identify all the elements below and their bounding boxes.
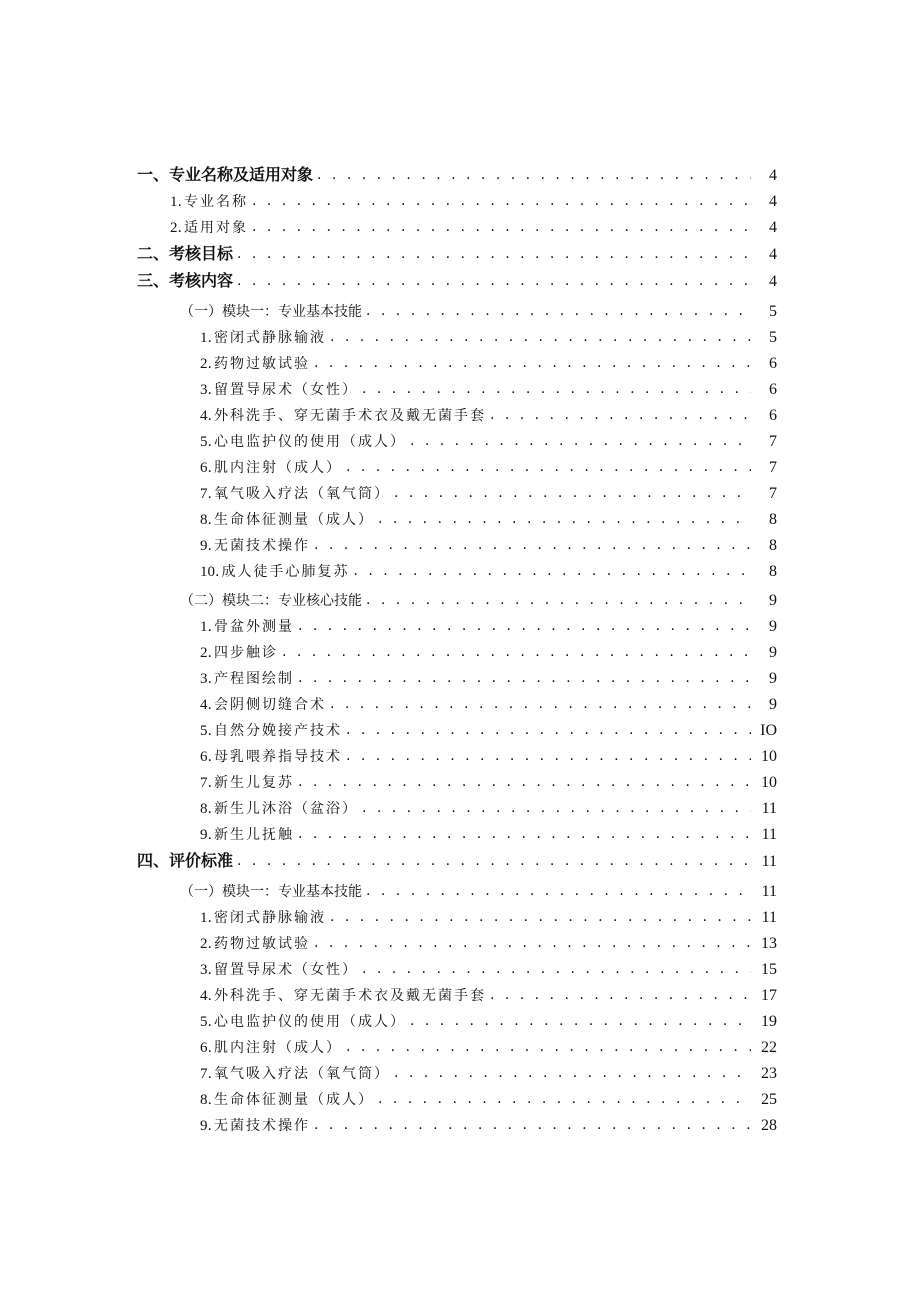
toc-entry-title: （二）模块二：专业核心技能	[180, 593, 362, 609]
toc-entry[interactable]	[0, 610, 920, 636]
toc-entry-number: 1	[200, 909, 208, 926]
dot-leader	[298, 619, 751, 636]
toc-entry-number: 6	[200, 1039, 208, 1056]
toc-entry-page-number: 4	[769, 167, 777, 184]
toc-entry-number: 9	[200, 827, 208, 843]
dot-leader	[366, 593, 751, 610]
dot-leader	[366, 884, 751, 901]
toc-entry-page-number: 9	[769, 670, 777, 687]
toc-entry-number: 7	[200, 1065, 208, 1082]
toc-entry-title: .密闭式静脉输液	[207, 909, 326, 926]
toc-entry[interactable]	[0, 927, 920, 953]
toc-entry-title: .留置导尿术（女性）	[207, 961, 358, 978]
dot-leader	[410, 434, 751, 451]
toc-entry-page-number: 5	[769, 328, 777, 346]
toc-entry-number: 4	[200, 987, 208, 1004]
toc-entry-page-number: 23	[761, 1064, 777, 1082]
toc-entry-title: .会阴侧切缝合术	[207, 697, 326, 713]
dot-leader	[314, 356, 751, 373]
toc-entry-page-number: 13	[761, 934, 777, 952]
toc-entry-title: .外科洗手、穿无菌手术衣及戴无菌手套	[207, 407, 486, 424]
toc-entry-title: .无菌技术操作	[207, 537, 310, 554]
toc-entry-page-number: 15	[761, 960, 777, 978]
dot-leader	[346, 749, 751, 766]
dot-leader	[282, 645, 751, 662]
dot-leader	[362, 962, 751, 979]
dot-leader	[330, 697, 751, 714]
toc-entry-title: .四步触诊	[207, 645, 278, 661]
toc-entry[interactable]	[0, 291, 920, 321]
toc-entry-page-number: 6	[769, 380, 777, 398]
dot-leader	[252, 194, 751, 211]
toc-entry[interactable]	[0, 792, 920, 818]
toc-entry[interactable]	[0, 818, 920, 844]
dot-leader	[237, 854, 751, 871]
toc-entry-title: .专业名称	[177, 194, 248, 210]
toc-entry-title: 三、考核内容	[137, 271, 234, 290]
toc-entry-title: .母乳喂养指导技术	[207, 749, 342, 765]
dot-leader	[298, 775, 751, 792]
toc-entry[interactable]	[0, 844, 920, 871]
toc-entry-title: .心电监护仪的使用（成人）	[207, 433, 406, 450]
dot-leader	[362, 801, 751, 818]
toc-entry-number: 7	[200, 775, 208, 791]
toc-entry[interactable]	[0, 158, 920, 185]
toc-entry-page-number: 11	[761, 882, 777, 900]
toc-entry-page-number: 28	[761, 1116, 777, 1134]
toc-entry-number: 5	[200, 1013, 208, 1030]
toc-entry-title: .肌内注射（成人）	[207, 459, 342, 476]
toc-entry-title: .产程图绘制	[207, 671, 294, 687]
toc-entry[interactable]	[0, 662, 920, 688]
toc-entry[interactable]	[0, 953, 920, 979]
toc-entry-title: .氧气吸入疗法（氧气筒）	[207, 1065, 390, 1082]
dot-leader	[410, 1014, 751, 1031]
toc-entry-title: .生命体征测量（成人）	[207, 511, 374, 528]
toc-entry-page-number: 4	[769, 273, 777, 290]
toc-entry-page-number: 17	[761, 986, 777, 1004]
toc-entry-number: 2	[200, 355, 208, 372]
toc-entry-title: .生命体征测量（成人）	[207, 1091, 374, 1108]
toc-entry-number: 8	[200, 801, 208, 817]
toc-entry[interactable]	[0, 185, 920, 211]
toc-entry-title: .适用对象	[177, 220, 248, 236]
dot-leader	[394, 1066, 751, 1083]
toc-entry-number: 6	[200, 459, 208, 476]
toc-entry[interactable]	[0, 373, 920, 399]
toc-entry-title: .新生儿复苏	[207, 775, 294, 791]
toc-entry-page-number: 9	[769, 618, 777, 635]
toc-entry[interactable]	[0, 321, 920, 347]
dot-leader	[237, 274, 751, 291]
toc-entry-number: 4	[200, 697, 208, 713]
dot-leader	[490, 988, 751, 1005]
toc-entry-title: （一）模块一：专业基本技能	[180, 883, 362, 900]
toc-entry-title: .成人徒手心肺复苏	[215, 563, 350, 580]
table-of-contents	[0, 158, 920, 1135]
dot-leader	[317, 168, 751, 185]
toc-entry-title: .药物过敏试验	[207, 935, 310, 952]
toc-entry-page-number: 11	[761, 800, 777, 817]
toc-entry-title: .氧气吸入疗法（氧气筒）	[207, 485, 390, 502]
dot-leader	[378, 1092, 751, 1109]
toc-entry[interactable]	[0, 636, 920, 662]
toc-entry-page-number: 11	[761, 826, 777, 843]
toc-entry-page-number: 10	[761, 774, 777, 791]
toc-entry[interactable]	[0, 714, 920, 740]
toc-entry-page-number: 8	[769, 562, 777, 580]
dot-leader	[298, 827, 751, 844]
toc-entry[interactable]	[0, 766, 920, 792]
toc-entry-number: 8	[200, 511, 208, 528]
toc-entry-title: （一）模块一：专业基本技能	[180, 303, 362, 320]
toc-entry-page-number: 5	[769, 302, 777, 320]
toc-entry[interactable]	[0, 477, 920, 503]
toc-entry-number: 2	[170, 220, 178, 236]
toc-entry[interactable]	[0, 503, 920, 529]
toc-entry[interactable]	[0, 264, 920, 291]
toc-entry[interactable]	[0, 211, 920, 237]
dot-leader	[298, 671, 751, 688]
toc-entry[interactable]	[0, 688, 920, 714]
toc-entry-title: .留置导尿术（女性）	[207, 381, 358, 398]
dot-leader	[378, 512, 751, 529]
toc-entry-page-number: 25	[761, 1090, 777, 1108]
toc-entry-number: 9	[200, 1117, 208, 1134]
toc-entry-number: 1	[170, 194, 178, 210]
toc-entry-page-number: 8	[769, 510, 777, 528]
toc-entry-title: .药物过敏试验	[207, 355, 310, 372]
toc-entry-page-number: 11	[761, 908, 777, 926]
toc-entry-page-number: 7	[769, 432, 777, 450]
toc-entry-number: 9	[200, 537, 208, 554]
toc-entry-page-number: 11	[761, 853, 777, 870]
toc-entry-title: .无菌技术操作	[207, 1117, 310, 1134]
dot-leader	[366, 304, 751, 321]
toc-entry-number: 7	[200, 485, 208, 502]
toc-entry[interactable]	[0, 347, 920, 373]
toc-entry-title: .外科洗手、穿无菌手术衣及戴无菌手套	[207, 987, 486, 1004]
toc-entry-page-number: 10	[761, 748, 777, 765]
toc-entry-title: .密闭式静脉输液	[207, 329, 326, 346]
toc-entry-number: 3	[200, 671, 208, 687]
toc-entry-number: 2	[200, 645, 208, 661]
toc-entry-page-number: 9	[769, 592, 777, 609]
toc-entry-title: .新生儿沐浴（盆浴）	[207, 801, 358, 817]
dot-leader	[330, 330, 751, 347]
dot-leader	[346, 1040, 751, 1057]
toc-entry-title: .骨盆外测量	[207, 619, 294, 635]
toc-entry-number: 2	[200, 935, 208, 952]
dot-leader	[346, 460, 751, 477]
toc-entry[interactable]	[0, 581, 920, 611]
toc-entry-title: .肌内注射（成人）	[207, 1039, 342, 1056]
toc-entry[interactable]	[0, 237, 920, 264]
toc-entry-page-number: 4	[769, 219, 777, 236]
dot-leader	[394, 486, 751, 503]
toc-entry-page-number: 6	[769, 406, 777, 424]
dot-leader	[314, 538, 751, 555]
toc-entry-page-number: 7	[769, 484, 777, 502]
toc-entry[interactable]	[0, 425, 920, 451]
toc-entry-page-number: 4	[769, 193, 777, 210]
toc-entry-title: 二、考核目标	[137, 244, 234, 263]
toc-entry-number: 3	[200, 961, 208, 978]
dot-leader	[362, 382, 751, 399]
toc-entry-title: 四、评价标准	[137, 851, 234, 870]
toc-entry-title: .心电监护仪的使用（成人）	[207, 1013, 406, 1030]
toc-entry[interactable]	[0, 740, 920, 766]
toc-entry-number: 6	[200, 749, 208, 765]
toc-entry-page-number: 6	[769, 354, 777, 372]
dot-leader	[490, 408, 751, 425]
toc-entry-page-number: IO	[760, 722, 777, 739]
toc-entry-page-number: 9	[769, 644, 777, 661]
toc-entry-page-number: 22	[761, 1038, 777, 1056]
toc-entry[interactable]	[0, 1031, 920, 1057]
toc-entry-number: 8	[200, 1091, 208, 1108]
toc-entry[interactable]	[0, 399, 920, 425]
toc-entry-page-number: 8	[769, 536, 777, 554]
toc-entry-number: 10	[200, 563, 215, 580]
toc-entry[interactable]	[0, 1109, 920, 1135]
toc-entry-number: 3	[200, 381, 208, 398]
toc-entry[interactable]	[0, 1083, 920, 1109]
toc-entry-number: 5	[200, 433, 208, 450]
toc-entry-page-number: 7	[769, 458, 777, 476]
toc-entry-title: 一、专业名称及适用对象	[137, 165, 314, 184]
toc-entry[interactable]	[0, 871, 920, 901]
dot-leader	[237, 247, 751, 264]
toc-entry-number: 4	[200, 407, 208, 424]
dot-leader	[252, 220, 751, 237]
toc-entry-number: 1	[200, 619, 208, 635]
toc-entry-title: .自然分娩接产技术	[207, 723, 342, 739]
toc-entry-page-number: 19	[761, 1012, 777, 1030]
toc-entry[interactable]	[0, 555, 920, 581]
dot-leader	[314, 936, 751, 953]
toc-entry[interactable]	[0, 901, 920, 927]
toc-entry-number: 1	[200, 329, 208, 346]
toc-entry-page-number: 9	[769, 696, 777, 713]
dot-leader	[314, 1118, 751, 1135]
toc-entry-title: .新生儿抚触	[207, 827, 294, 843]
toc-entry-number: 5	[200, 723, 208, 739]
dot-leader	[353, 564, 751, 581]
dot-leader	[330, 910, 751, 927]
toc-entry[interactable]	[0, 529, 920, 555]
dot-leader	[346, 723, 751, 740]
toc-entry-page-number: 4	[769, 246, 777, 263]
toc-entry[interactable]	[0, 451, 920, 477]
toc-entry[interactable]	[0, 979, 920, 1005]
toc-entry[interactable]	[0, 1057, 920, 1083]
toc-entry[interactable]	[0, 1005, 920, 1031]
